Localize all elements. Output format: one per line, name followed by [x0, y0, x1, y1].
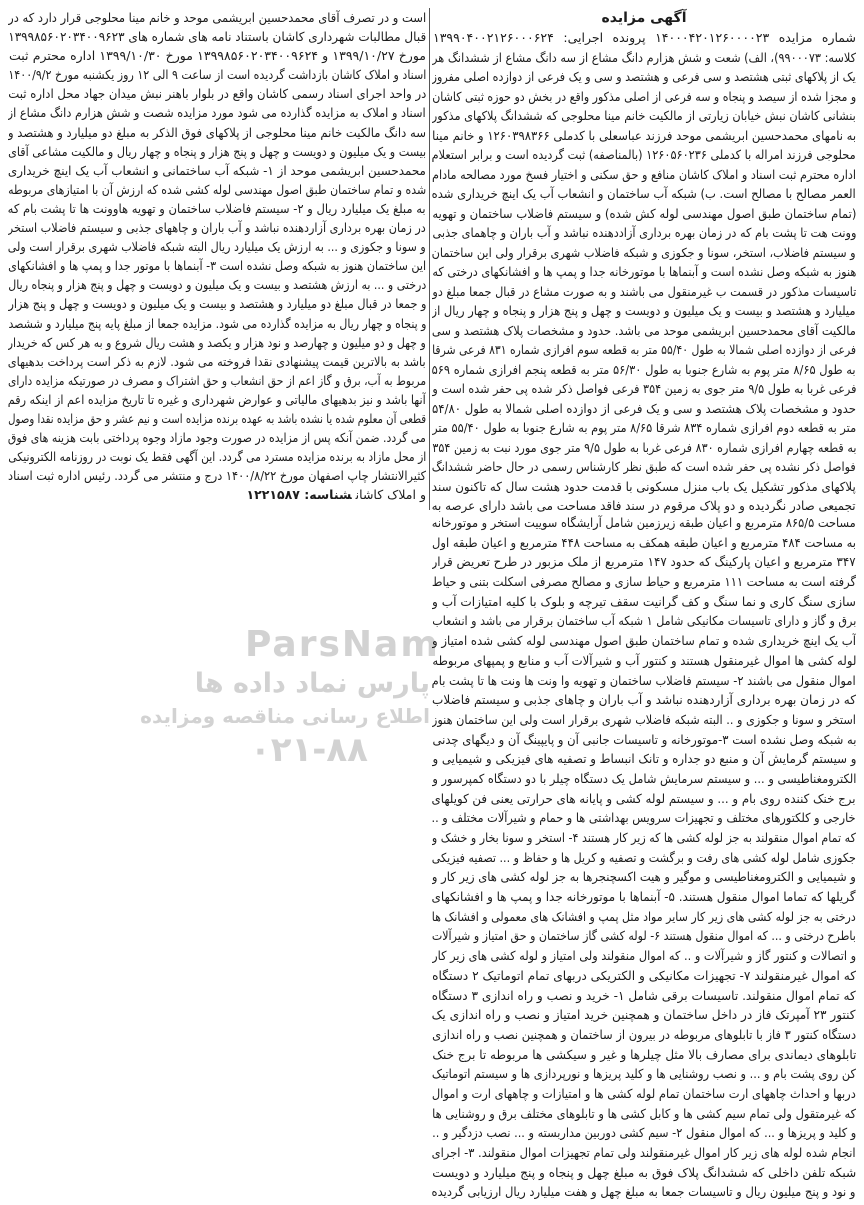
- text-line: [432, 926, 856, 946]
- text-line: [8, 65, 426, 84]
- text-line-content: که تمام اموال منقولند. تاسیسات برقی شامل ۱- خرید و نصب و راه اندازی ۳ دستگاه: [432, 987, 856, 1003]
- text-line: [432, 867, 856, 887]
- text-line-content: هنوز به شبکه وصل نشده است و آبنماها با موتورخانه جدا و پمپ ها و افشانکهای درختی که: [432, 264, 856, 279]
- notice-footer: [8, 485, 426, 504]
- text-line-content: فرعی غربا به طول ۹/۵ متر جوی به زمین ۳۵۴ فرعی فواصل ذکر شده پی حفر شده است و: [432, 381, 856, 396]
- text-line-content: تاسیسات مذکور در قسمت ب غیرمنقول می باشند و به صورت مشاع در قبال جمعا مبلغ دو: [432, 283, 856, 299]
- text-line-content: این ساختمان هنوز به شبکه وصل نشده است ۳- آبنماها با موتور جدا و پمپ ها و افشانکهای: [8, 258, 426, 274]
- text-line-content: میلیارد و هشتصد و بیست و یک میلیون و دویست و چهل و پنج هزار و پنجاه و چهار ریال از: [432, 303, 856, 318]
- text-line: [8, 46, 426, 65]
- text-line-content: به نامهای محمدحسین ابریشمی موحد فرزند عباسعلی با کدملی ۱۲۶۰۳۹۸۳۶۶ و خانم مینا: [432, 127, 856, 143]
- text-line: [432, 690, 856, 710]
- text-line: [432, 1104, 856, 1124]
- watermark-phone: ۰۲۱-۸۸: [250, 730, 368, 770]
- text-line: [432, 418, 856, 438]
- text-line: [432, 986, 856, 1006]
- text-line-content: وونت هت تا پشت بام که در زمان بهره برداری آزاددهنده نباشد و آب باران و چاهمای جذبی: [432, 225, 856, 240]
- notice-continuation-text: [432, 513, 856, 1202]
- text-line: [432, 769, 856, 789]
- text-line: [432, 671, 856, 691]
- text-line-content: شبکه تلفن داخلی که ششدانگ پلاک فوق به مبلغ چهل و پنجاه و پنج میلیارد و دویست: [432, 1164, 856, 1180]
- text-line-content: به قطعه چهارم افرازی شماره ۸۳۰ فرعی غربا به طول ۹/۵ متر جوی مورد نبت به زمین ۳۵۴: [432, 439, 856, 455]
- text-line-content: مالکیت آقای محمدحسین ابریشمی موحد می باشد. حدود و مشخصات پلاک هشتصد و سی: [432, 322, 856, 338]
- text-line-content: مورخ ۱۳۹۹/۱۰/۲۷ و ۱۳۹۹۸۵۶۰۲۰۳۴۰۰۹۶۲۴ مورخ ۱۳۹۹/۱۰/۳۰ اداره محترم ثبت: [9, 48, 426, 64]
- text-line: [432, 126, 856, 146]
- text-line-content: به مساحت ۴۸۴ مترمربع و اعیان طبقه همکف به مساحت ۴۴۸ مترمربع و اعیان طبقه اول: [432, 534, 856, 550]
- text-line-content: لوله کشی ها اموال غیرمنقول هستند و کنتور آب و شیرآلات آب و منابع و پمپهای مربوطه: [432, 652, 856, 668]
- text-line: [8, 142, 426, 161]
- text-line-content: می گردد. ضمن آنکه پس از مزایده در صورت وجود مازاد وجوه پرداختی بابت هزینه های فوق: [8, 430, 426, 446]
- text-line: [432, 301, 856, 321]
- text-line: [8, 447, 426, 466]
- text-line-content: دربها و احداث چاههای ارت ساختمان تمام لوله کشی ها و امتیازات و چاههای ارت و اموال: [432, 1085, 856, 1101]
- notice-right-column: [432, 8, 856, 516]
- text-line-content: که اموال غیرمنقولند ۷- تجهیزات مکانیکی و الکتریکی دربهای تمام اتوماتیک ۲ دستگاه: [432, 967, 856, 983]
- text-line: [432, 204, 856, 224]
- text-line-content: خارجی و کلکتورهای مختلف و تجهیزات سرویس بهداشتی ها و حمام و شیرآلات مختلف و ..: [432, 810, 856, 826]
- text-line: [432, 572, 856, 592]
- text-line: [432, 1064, 856, 1084]
- text-line-content: یک از پلاکهای ثبتی هشتصد و سی فرعی و هشتصد و سی و یک فرعی از دوازده اصلی مفروز: [432, 69, 856, 84]
- text-line: [432, 67, 856, 87]
- text-line: [8, 409, 426, 428]
- text-line: [8, 352, 426, 371]
- text-line-content: به شبکه وصل نشده است ۳-موتورخانه و تاسیسات جانبی آن و پایپینگ آن و دیگهای چدنی: [432, 731, 856, 747]
- text-line: [432, 165, 856, 185]
- text-line-content: جکوزی شامل لوله کشی های رفت و برگشت و تصفیه و کریل ها و حفاظ و ... تصفیه فیزیکی: [432, 849, 856, 865]
- text-line-content: و چهل و دو میلیون و چهارصد و نود هزار و یکصد و هشت ریال شروع و به هر کس که خریدار: [8, 334, 426, 350]
- text-line: [432, 340, 856, 360]
- text-line-content: در زمان بهره برداری آزاردهنده نباشد و آب باران و چاههای جذبی و سیستم فاضلاب استخر: [8, 220, 426, 236]
- text-line-content: که غیرمتقول ولی تمام سیم کشی ها و کابل کشی ها و تابلوهای مختلف برق و روشنایی ها: [432, 1105, 856, 1121]
- text-line-content: اسناد و املاک به مزایده گذارده می شود مورد مزایده شصت و شش هزارم دانگ مشاع از: [8, 105, 426, 121]
- text-line: [432, 1123, 856, 1143]
- text-line-content: العمر مصالح با مصالح است. ب) شبکه آب ساختمان و انشعاب آب یک اینچ خریداری شده: [432, 186, 856, 201]
- text-line: [8, 123, 426, 142]
- text-line: [432, 399, 856, 419]
- text-line-content: دستگاه کنتور ۳ فاز با تابلوهای مربوطه در بیرون از ساختمان و همچنین نصب و راه اندازی: [432, 1026, 856, 1042]
- text-line: [8, 333, 426, 352]
- text-line: [432, 223, 856, 243]
- text-line: [432, 552, 856, 572]
- text-line-content: ۳۴۷ مترمربع و اعیان پارکینگ که حدود ۱۴۷ مترمربع از ملک مزبور در طرح تعریض قرار: [432, 554, 856, 570]
- text-line-content: آنها باشد و نیز بدهیهای مالیاتی و عوارض شهرداری و غیره تا تاریخ مزایده اعم از اینکه رقم: [8, 391, 426, 407]
- text-line: [8, 180, 426, 199]
- text-line: [432, 1182, 856, 1202]
- text-line-content: حدود و مشخصات پلاک هشتصد و سی و یک فرعی از دوازده اصلی شمالا به طول ۵۴/۸۰: [432, 400, 856, 416]
- text-line: [8, 8, 426, 27]
- text-line-content: (تمام ساختمان طبق اصول مهندسی لوله کش شده) و سیستم فاضلاب ساختمان و تهویه: [432, 205, 856, 221]
- watermark-line-1: پارس نماد داده ها: [194, 668, 430, 699]
- text-line-content: اسناد و املاک کاشان بازداشت گردیده است از ساعت ۹ الی ۱۲ روز یکشنبه مورخ ۱۴۰۰/۹/۲: [8, 67, 426, 83]
- column-divider: [429, 8, 430, 510]
- text-line-content: کنتور ۲۳ آمپرتک فاز در داخل ساختمان و همچنین خرید امتیاز و نصب و راه اندازی یک: [432, 1007, 856, 1023]
- text-line-content: آب یک اینچ خریداری شده و تمام ساختمان طبق اصول مهندسی لوله کشی شده امتیاز و: [432, 633, 856, 649]
- notice-left-column: [8, 8, 426, 504]
- text-line-content: و سیستم گرمایش آن و منبع دو جداره و تانک انبساط و تصفیه های فیزیکی و شیمیایی و: [432, 751, 856, 767]
- text-line: [432, 848, 856, 868]
- text-line: [432, 145, 856, 165]
- text-line-content: و سیستم فاضلاب، استخر، سونا و جکوزی و شبکه فاضلاب شهری برقرار ولی این ساختمان: [432, 244, 856, 260]
- text-line-content: انجام شده لوله های زیر کار اموال غیرمنقولند ولی تمام تجهیزات اموال منقولند. ۳- اجرای: [432, 1145, 856, 1160]
- text-line-content: به طول ۸/۶۵ متر پوم به شارع جنوبا به طول ۵۶/۳۰ متر به قطعه پنجم افرازی شماره ۵۶۹: [432, 361, 856, 377]
- text-line: [432, 631, 856, 651]
- text-line: [432, 808, 856, 828]
- text-line-content: و اتصالات و کنتور گاز و شیرآلات و .. که اموال منقولند ولی امتیاز و لوله کشی های زیر کار: [432, 948, 856, 964]
- text-line: [432, 477, 856, 497]
- text-line-content: مربوط به آب، برق و گاز اعم از حق انشعاب و حق اشتراک و مصرف در صورتیکه مزایده دارای: [8, 372, 426, 388]
- text-line-content: شده و تمام ساختمان طبق اصول مهندسی لوله کشی شده که ارزش آن با امتیازهای مربوطه: [8, 181, 426, 197]
- text-line-content: و مجزا شده از سیصد و پنجاه و سه فرعی از اصلی مذکور واقع در بخش دو حوزه ثبتی کاشان: [432, 88, 856, 104]
- text-line: [432, 887, 856, 907]
- text-line-content: متر به قطعه دوم افرازی شماره ۸۳۴ شرقا ۸/۶۵ متر پوم به شارع جنوبا به طول ۵۵/۴۰ متر: [432, 420, 856, 435]
- text-line: [432, 360, 856, 380]
- notice-left-text: [8, 8, 426, 485]
- text-line: [8, 390, 426, 409]
- text-line: [8, 103, 426, 122]
- text-line-content: و سونا و جکوزی و ... به ارزش یک میلیارد ریال البته شبکه فاضلاب شهری برقرار است ولی: [8, 239, 426, 255]
- text-line: [432, 828, 856, 848]
- text-line-content: و پنجاه و چهار ریال به مزایده گذارده می شود. مزایده جمعا از مبلغ پایه پنج میلیارد و ششصد: [8, 315, 426, 331]
- text-line-content: که تمام اموال منقولند به جز لوله کشی ها که زیر کار هستند ۴- استخر و سونا بخار و خشک و: [432, 830, 856, 845]
- text-line-content: است و در تصرف آقای محمدحسین ابریشمی موحد و خانم مینا محلوجی قرار دارد که در: [8, 10, 426, 25]
- text-line: [432, 1005, 856, 1025]
- text-line-content: الکترومغناطیسی و ... و سیستم سرمایش شامل یک دستگاه چیلر با دو دستگاه کمپرسور و: [432, 770, 856, 786]
- text-line: [8, 256, 426, 275]
- text-line: [432, 749, 856, 769]
- text-line-content: باطرح درختی و ... که اموال منقول هستند ۶- لوله کشی گاز ساختمان و حق امتیاز و شیرآلات: [432, 928, 856, 944]
- text-line: [8, 27, 426, 46]
- text-line-content: پلاکهای مذکور تشکیل یک باب منزل مسکونی با قدمت حدود هشت سال که تاکنون سند: [432, 478, 856, 494]
- text-line-content: باشد به بالاترین قیمت پیشنهادی نقدا فروخته می شود. لازم به ذکر است پرداخت بدهیهای: [8, 353, 426, 369]
- text-line: [8, 428, 426, 447]
- text-line: [432, 1025, 856, 1045]
- text-line: [8, 275, 426, 294]
- text-line-content: درختی به جز لوله کشی های زیر کار سایر مواد مثل پمپ و افشانک های معمولی و افشانک ها: [432, 908, 856, 924]
- text-line: [432, 1045, 856, 1065]
- text-line: [8, 466, 426, 485]
- text-line: [432, 592, 856, 612]
- text-line: [432, 321, 856, 341]
- watermark-line-2: اطلاع رسانی مناقصه ومزایده: [140, 704, 430, 728]
- text-line: [432, 1163, 856, 1183]
- text-line: [432, 184, 856, 204]
- text-line: [8, 237, 426, 256]
- text-line-content: اداره محترم ثبت اسناد و املاک کاشان منافع و حق سکنی و اختیار فسخ مورد مصالحه مادام: [432, 166, 856, 182]
- text-line: [8, 314, 426, 333]
- text-line-content: در واحد اجرای اسناد رسمی کاشان واقع در بلوار باهنر نبش میدان جهاد محل اداره ثبت: [8, 86, 426, 102]
- text-line-content: برج خنک کننده روی بام و ... و سیستم لوله کشی و پایانه های حرارتی یعنی فن کویلهای: [432, 790, 856, 806]
- text-line-content: قطعی آن معلوم شده یا نشده باشد به عهده برنده مزایده است و نیم عشر و حق مزایده نقدا وصول: [8, 410, 426, 426]
- text-line-content: و نود و پنج میلیون ریال و تاسیسات جمعا به مبلغ چهل و هفت میلیارد ریال ارزیابی گردیده: [432, 1184, 856, 1200]
- text-line-content: فرعی از دوازده اصلی شمالا به طول ۵۵/۴۰ متر به قطعه سوم افرازی شماره ۸۳۱ فرعی شرقا: [432, 342, 856, 357]
- text-line-content: مساحت ۸۶۵/۵ مترمربع و اعیان طبقه زیرزمین شامل آرایشگاه سوییت استخر و موتورخانه: [432, 515, 856, 530]
- text-line: [432, 533, 856, 553]
- text-line-content: کلاسه: ۹۹۰۰۰۷۳)، الف) شعت و شش هزارم دانگ مشاع از سه دانگ مشاع از ششدانگ هر: [432, 49, 856, 65]
- text-line-content: اموال منقول می باشند ۲- سیستم فاضلاب ساختمان و تهویه وا ونت ها ونت ها تا پشت بام: [432, 672, 856, 688]
- text-line: [432, 1084, 856, 1104]
- text-line-content: کن روی پشت بام و ... و نصب روشنایی ها و کلید پریزها و نورپردازی ها و سیستم اتوماتیک: [432, 1066, 856, 1082]
- text-line: [8, 161, 426, 180]
- text-line-content: سه دانگ مالکیت خانم مینا محلوجی از پلاکهای فوق الذکر به مبلغ دو میلیارد و هشتصد و: [8, 124, 426, 140]
- notice-id: شناسه: ۱۲۲۱۵۸۷: [246, 487, 352, 503]
- text-line-content: بیست و یک میلیون و دویست و چهل و پنج هزار و پنجاه و چهار ریال و مالکیت مشاعی آقای: [8, 143, 426, 159]
- text-line-content: گریلها که تماما اموال منقول هستند. ۵- آبنماها با موتورخانه جدا و پمپ ها و افشانکهای: [432, 889, 856, 905]
- text-line-content: تجمیعی صادر نگردیده و دو پلاک مرقوم در سند فاقد مساحت می باشد دارای عرصه به: [432, 498, 856, 513]
- text-line-content: کثیرالانتشار چاپ اصفهان مورخ ۱۴۰۰/۸/۲۲ درج و منتشر می گردد. رئیس اداره ثبت اسناد: [8, 468, 426, 484]
- footer-prefix: و املاک کاشان: [355, 487, 426, 503]
- text-line-content: محمدحسین ابریشمی موحد از ۱- شبکه آب ساختمانی و انشعاب آب یک اینچ خریداری: [8, 162, 426, 178]
- watermark-brand: ParsNam: [245, 624, 440, 665]
- text-line: [432, 28, 856, 48]
- text-line: [432, 1143, 856, 1163]
- text-line-content: به مبلغ یک میلیارد ریال و ۲- سیستم فاضلاب ساختمان و تهویه هاوونت ها تا پشت بام که: [8, 200, 426, 216]
- text-line: [432, 243, 856, 263]
- text-line: [432, 106, 856, 126]
- text-line: [432, 438, 856, 458]
- notice-right-text: [432, 28, 856, 516]
- text-line: [8, 199, 426, 218]
- text-line: [8, 84, 426, 103]
- text-line: [432, 262, 856, 282]
- text-line-content: محلوجی فرزند امراله با کدملی ۱۲۶۰۵۶۰۲۳۶ (بالمناصفه) ثبت گردیده است و برابر استعلام: [432, 147, 856, 162]
- text-line: [432, 651, 856, 671]
- text-line: [432, 457, 856, 477]
- text-line-content: سازی سنگ کاری و نما سنگ و کف گرانیت سقف تیرچه و بلوک با کلیه امتیازات آب و: [432, 593, 856, 609]
- text-line-content: که در زمان بهره برداری آزاردهنده نباشد و آب باران و چاهای جذبی و سیستم فاضلاب: [432, 692, 856, 708]
- text-line-content: از محل مازاد به برنده مزایده مسترد می گردد. این آگهی فقط یک نوبت در روزنامه الکترونیکی: [8, 449, 426, 465]
- text-line-content: برق و گاز و دارای تاسیسات مکانیکی شامل ۱ شبکه آب ساختمان برقرار می باشد و انشعاب: [432, 613, 856, 629]
- text-line-content: قبال مطالبات شهرداری کاشان باستناد نامه های شماره های ۱۳۹۹۸۵۶۰۲۰۳۴۰۰۹۶۲۳: [8, 29, 426, 45]
- text-line: [432, 730, 856, 750]
- text-line: [8, 371, 426, 390]
- text-line-content: و کلید و پریزها و ... که اموال منقول ۲- سیم کشی دوربین مداربسته و ... نصب دزدگیر و ..: [432, 1125, 856, 1141]
- text-line: [432, 513, 856, 533]
- text-line: [432, 379, 856, 399]
- notice-title: آگهی مزایده: [601, 10, 687, 26]
- text-line-content: گرفته است به مساحت ۱۱۱ مترمربع و حیاط سازی و مصالح مصرفی اسکلت بتنی و حیاط: [432, 574, 856, 590]
- text-line: [432, 966, 856, 986]
- text-line-content: شماره مزایده ۱۴۰۰۰۴۲۰۱۲۶۰۰۰۰۲۳ پرونده اجرایی: ۱۳۹۹۰۴۰۰۲۱۲۶۰۰۰۶۲۴: [432, 30, 856, 45]
- text-line: [432, 710, 856, 730]
- text-line: [8, 294, 426, 313]
- text-line: [432, 282, 856, 302]
- text-line: [432, 907, 856, 927]
- text-line-content: و شیمیایی و الکترومغناطیسی و موگیر و هیت اکسچنجرها به جز لوله کشی های زیر کار و: [432, 869, 856, 885]
- text-line-content: فواصل ذکر نشده پی حفر شده است که طبق نظر کارشناس رسمی در حال حاضر ششدانگ: [432, 459, 856, 474]
- text-line-content: و جمعا در قبال مبلغ دو میلیارد و هشتصد و بیست و یک میلیون و دویست و چهل و پنج هزار: [8, 296, 426, 312]
- text-line-content: تابلوهای دیماندی برای مصارف بالا مثل چیلرها و غیر و سیکشی ها مربوطه تا برج خنک: [432, 1046, 856, 1062]
- text-line: [432, 48, 856, 68]
- notice-continuation-column: [432, 513, 856, 1202]
- text-line: [432, 611, 856, 631]
- text-line-content: استخر و سونا و جکوزی و .. البته شبکه فاضلاب شهری برقرار است ولی این ساختمان هنوز: [432, 711, 856, 727]
- text-line-content: بنشانی کاشان نبش خیابان زیارتی از مالکیت خانم مینا محلوجی که ششدانگ پلاکهای مذکور: [432, 108, 856, 123]
- text-line: [432, 946, 856, 966]
- text-line-content: درختی و ... به ارزش هشتصد و بیست و یک میلیون و دویست و چهل و پنج هزار و پنجاه ریال: [8, 277, 426, 293]
- text-line: [432, 789, 856, 809]
- text-line: [8, 218, 426, 237]
- text-line: [432, 87, 856, 107]
